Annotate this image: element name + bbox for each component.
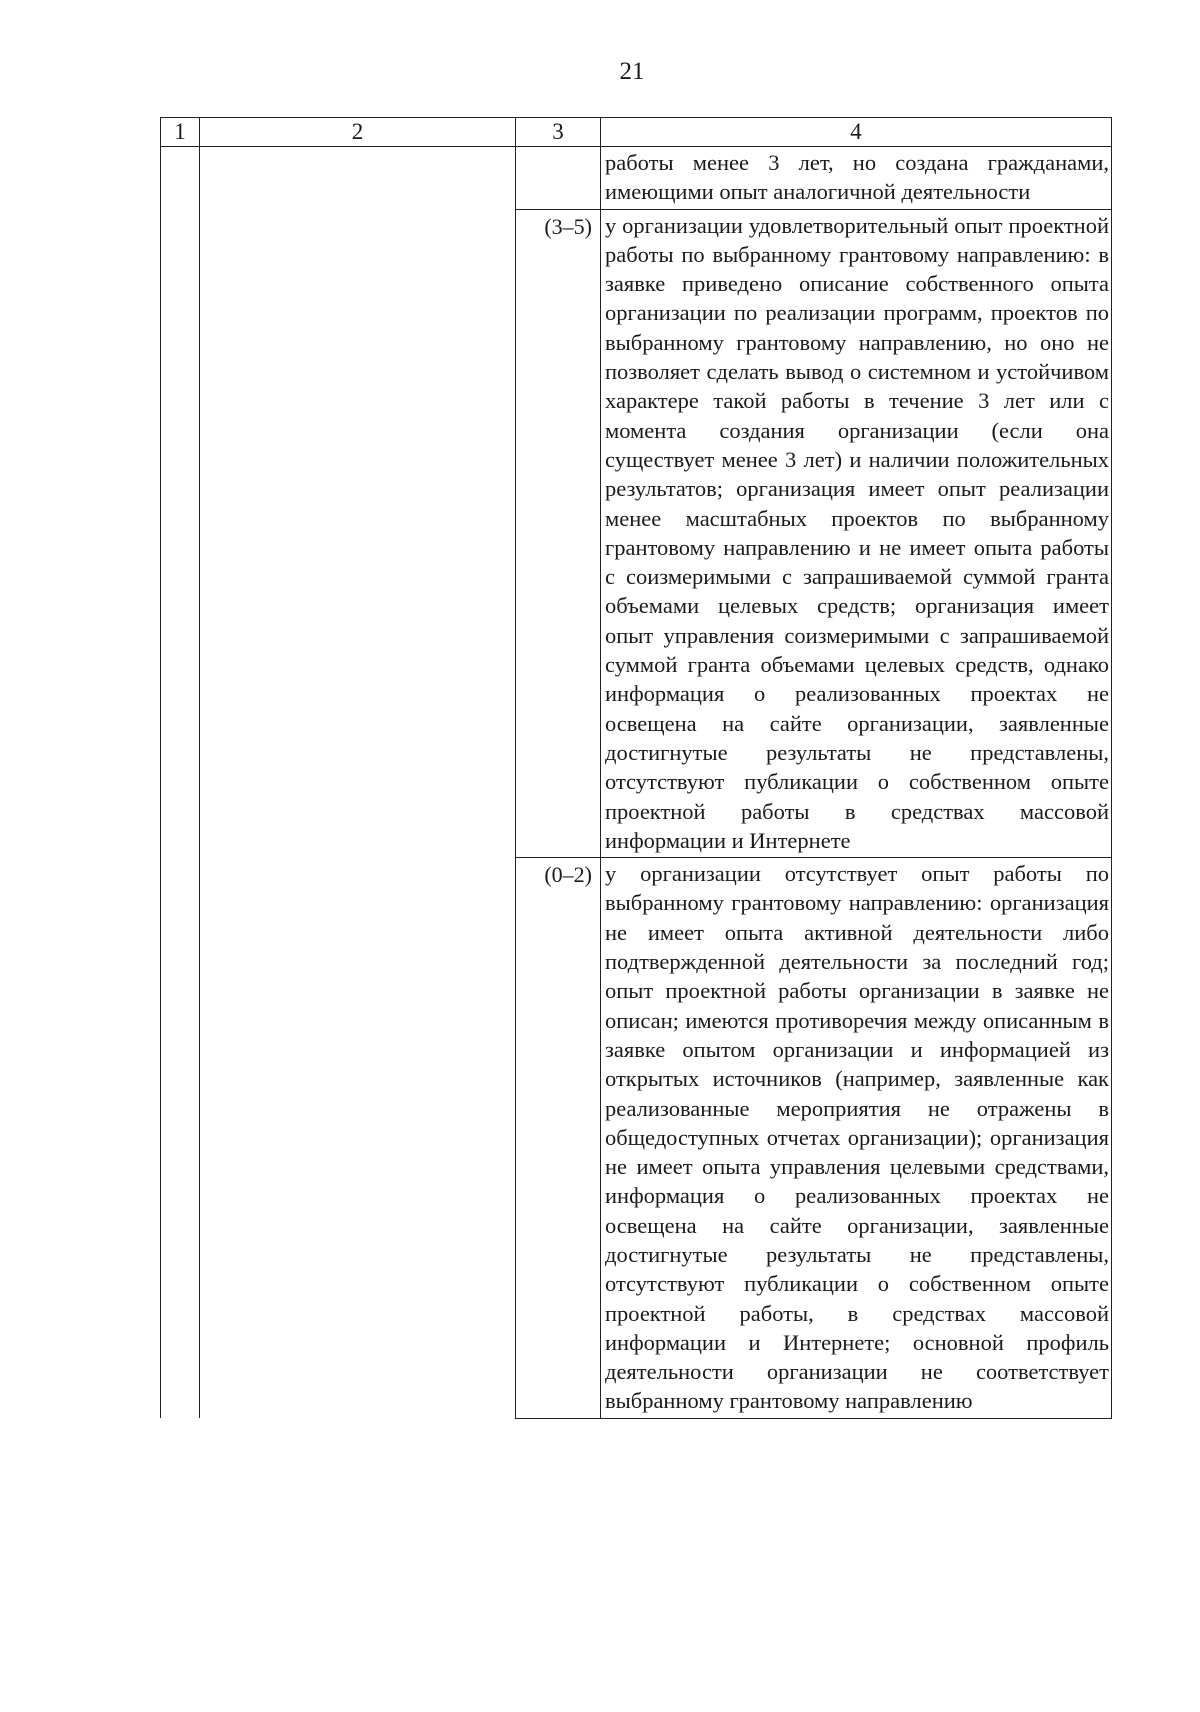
page-number: 21	[619, 58, 645, 85]
table-header-row	[161, 118, 1112, 147]
header-col-1: 1	[161, 118, 200, 147]
header-col-2: 2	[200, 118, 516, 147]
score-cell: (0–2)	[516, 858, 601, 1419]
header-col-3: 3	[516, 118, 601, 147]
header-col-4: 4	[601, 118, 1112, 147]
criterion-number-cell	[161, 147, 200, 1419]
criterion-name-cell	[200, 147, 516, 1419]
description-cell: у организации отсутствует опыт работы по выбранному грантовому направлению: организация не имеет опыта активной деятельности либо подтвержденной деятельности за последний год; опыт проектной работы организации в заявке не описан; имеются противоречия между описанным в заявке опытом организации и информацией из открытых источников (например, заявленные как реализованные мероприятия не отражены в общедоступных отчетах организации); организация не имеет опыта управления целевыми средствами, информация о реализованных проектах не освещена на сайте организации, заявленные достигнутые результаты не представлены, отсутствуют публикации о собственном опыте проектной работы, в средствах массовой информации и Интернете; основной профиль деятельности организации не соответствует выбранному грантовому направлению	[601, 858, 1112, 1419]
score-cell: (3–5)	[516, 209, 601, 858]
description-cell: у организации удовлетворительный опыт проектной работы по выбранному грантовому направлению: в заявке приведено описание собственного опыта организации по реализации программ, проектов по выбранному грантовому направлению, но оно не позволяет сделать вывод о системном и устойчивом характере такой работы в течение 3 лет или с момента создания организации (если она существует менее 3 лет) и наличии положительных результатов; организация имеет опыт реализации менее масштабных проектов по выбранному грантовому направлению и не имеет опыта работы с соизмеримыми с запрашиваемой суммой гранта объемами целевых средств; организация имеет опыт управления соизмеримыми с запрашиваемой суммой гранта объемами целевых средств, однако информация о реализованных проектах не освещена на сайте организации, заявленные достигнутые результаты не представлены, отсутствуют публикации о собственном опыте проектной работы в средствах массовой информации и Интернете	[601, 209, 1112, 858]
description-cell: работы менее 3 лет, но создана гражданами, имеющими опыт аналогичной деятельности	[601, 147, 1112, 210]
score-cell	[516, 147, 601, 210]
criteria-table	[160, 117, 1112, 1419]
table-row	[161, 147, 1112, 210]
